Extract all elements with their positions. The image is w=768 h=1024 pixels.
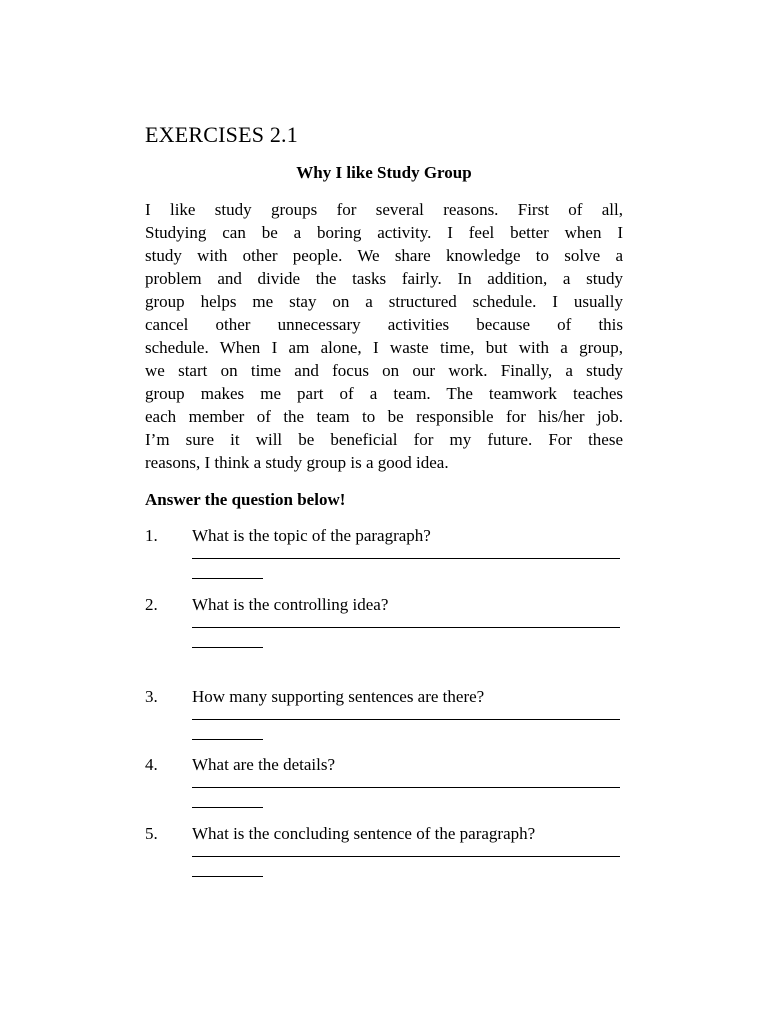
answer-blank-line[interactable]: [192, 856, 620, 857]
paragraph-line: reasons, I think a study group is a good idea.: [145, 453, 449, 472]
answer-blank-line[interactable]: [192, 558, 620, 559]
paragraph-line: schedule. When I am alone, I waste time, but with a group,: [145, 338, 623, 357]
exercise-heading: EXERCISES 2.1: [145, 122, 298, 147]
paragraph-line: I like study groups for several reasons. First of all,: [145, 200, 623, 219]
question-number: 1.: [145, 526, 158, 545]
question-item-3: [145, 685, 623, 740]
question-row: [145, 685, 623, 709]
answer-blank-line-continuation[interactable]: [192, 739, 263, 740]
paragraph-line: Studying can be a boring activity. I feel better when I: [145, 223, 623, 242]
answer-blank-line-continuation[interactable]: [192, 578, 263, 579]
question-number: 5.: [145, 824, 158, 843]
question-text: What are the details?: [192, 755, 336, 774]
answer-blank-line-continuation[interactable]: [192, 647, 263, 648]
question-text: What is the concluding sentence of the paragraph?: [192, 824, 536, 843]
question-text: How many supporting sentences are there?: [192, 687, 485, 706]
question-row: [145, 822, 623, 846]
answer-blank-line[interactable]: [192, 627, 620, 628]
question-item-4: [145, 753, 623, 808]
question-row: [145, 593, 623, 617]
question-number: 2.: [145, 595, 158, 614]
question-item-2: [145, 593, 623, 648]
question-number: 4.: [145, 755, 158, 774]
paragraph-line: I’m sure it will be beneficial for my future. For these: [145, 430, 623, 449]
answer-blank-line-continuation[interactable]: [192, 807, 263, 808]
paragraph-line: cancel other unnecessary activities because of this: [145, 315, 623, 334]
reading-paragraph: [145, 198, 623, 474]
instruction-text: Answer the question below!: [145, 490, 346, 509]
question-row: [145, 753, 623, 777]
paragraph-line: each member of the team to be responsible for his/her job.: [145, 407, 623, 426]
question-row: [145, 524, 623, 548]
question-number: 3.: [145, 687, 158, 706]
question-item-5: [145, 822, 623, 877]
paragraph-title: Why I like Study Group: [296, 163, 472, 182]
answer-blank-line[interactable]: [192, 719, 620, 720]
answer-blank-line[interactable]: [192, 787, 620, 788]
question-item-1: [145, 524, 623, 579]
question-text: What is the controlling idea?: [192, 595, 389, 614]
paragraph-line: study with other people. We share knowledge to solve a: [145, 246, 623, 265]
paragraph-line: problem and divide the tasks fairly. In addition, a study: [145, 269, 623, 288]
paragraph-line: group makes me part of a team. The teamwork teaches: [145, 384, 623, 403]
answer-blank-line-continuation[interactable]: [192, 876, 263, 877]
paragraph-line: we start on time and focus on our work. Finally, a study: [145, 361, 623, 380]
paragraph-line: group helps me stay on a structured schedule. I usually: [145, 292, 623, 311]
question-text: What is the topic of the paragraph?: [192, 526, 431, 545]
